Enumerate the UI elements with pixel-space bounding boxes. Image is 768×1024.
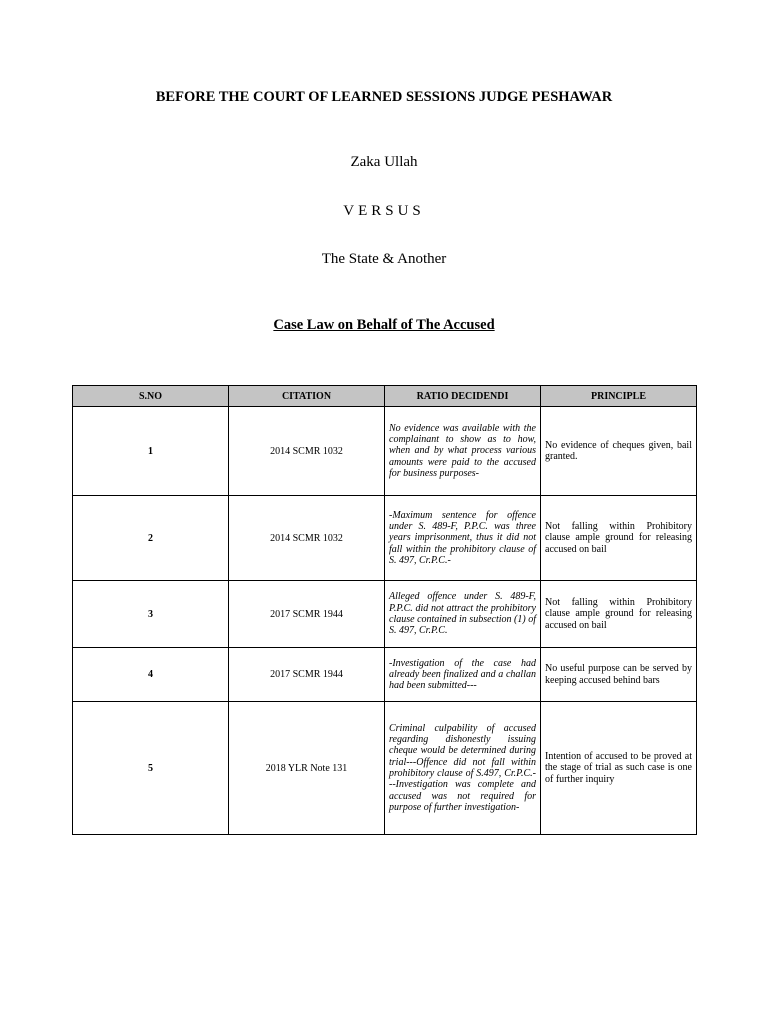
table-header-row: [73, 386, 697, 407]
cell-citation: 2018 YLR Note 131: [229, 702, 385, 835]
section-heading: [0, 317, 768, 334]
cell-ratio: No evidence was available with the complainant to show as to how, when and by what process various amounts were paid to the accused for business purposes-: [385, 407, 541, 496]
court-title: BEFORE THE COURT OF LEARNED SESSIONS JUDGE PESHAWAR: [155, 89, 613, 105]
versus-label: VERSUS: [343, 203, 425, 219]
cell-ratio: -Investigation of the case had already been finalized and a challan had been submitted---: [385, 648, 541, 702]
cell-sno: 3: [73, 581, 229, 648]
table-row: [73, 702, 697, 835]
case-law-table: [72, 385, 697, 835]
cell-citation: 2014 SCMR 1032: [229, 407, 385, 496]
cell-ratio: Criminal culpability of accused regarding dishonestly issuing cheque would be determined during trial---Offence did not fall within prohibitory clause of S.497, Cr.P.C.---Investigation was complete and accused was not required for purpose of further investigation-: [385, 702, 541, 835]
cell-principle: Intention of accused to be proved at the stage of trial as such case is one of further inquiry: [541, 702, 697, 835]
table-row: [73, 648, 697, 702]
cell-citation: 2014 SCMR 1032: [229, 496, 385, 581]
cell-principle: No evidence of cheques given, bail granted.: [541, 407, 697, 496]
header-principle: PRINCIPLE: [541, 386, 697, 407]
cell-sno: 2: [73, 496, 229, 581]
cell-sno: 5: [73, 702, 229, 835]
cell-sno: 1: [73, 407, 229, 496]
table-row: [73, 496, 697, 581]
cell-citation: 2017 SCMR 1944: [229, 648, 385, 702]
section-heading-text: Case Law on Behalf of The Accused: [273, 317, 495, 333]
header-ratio-decidendi: RATIO DECIDENDI: [385, 386, 541, 407]
cell-sno: 4: [73, 648, 229, 702]
cell-ratio: Alleged offence under S. 489-F, P.P.C. did not attract the prohibitory clause contained in subsection (1) of S. 497, Cr.P.C.: [385, 581, 541, 648]
petitioner-name: Zaka Ullah: [350, 154, 418, 170]
table-row: [73, 581, 697, 648]
cell-principle: Not falling within Prohibitory clause ample ground for releasing accused on bail: [541, 496, 697, 581]
cell-principle: Not falling within Prohibitory clause ample ground for releasing accused on bail: [541, 581, 697, 648]
cell-ratio: -Maximum sentence for offence under S. 489-F, P.P.C. was three years imprisonment, thus it did not fall within the prohibitory clause of S. 497, Cr.P.C.-: [385, 496, 541, 581]
table-row: [73, 407, 697, 496]
cell-citation: 2017 SCMR 1944: [229, 581, 385, 648]
header-citation: CITATION: [229, 386, 385, 407]
cell-principle: No useful purpose can be served by keeping accused behind bars: [541, 648, 697, 702]
respondent-name: The State & Another: [321, 251, 447, 267]
header-sno: S.NO: [73, 386, 229, 407]
